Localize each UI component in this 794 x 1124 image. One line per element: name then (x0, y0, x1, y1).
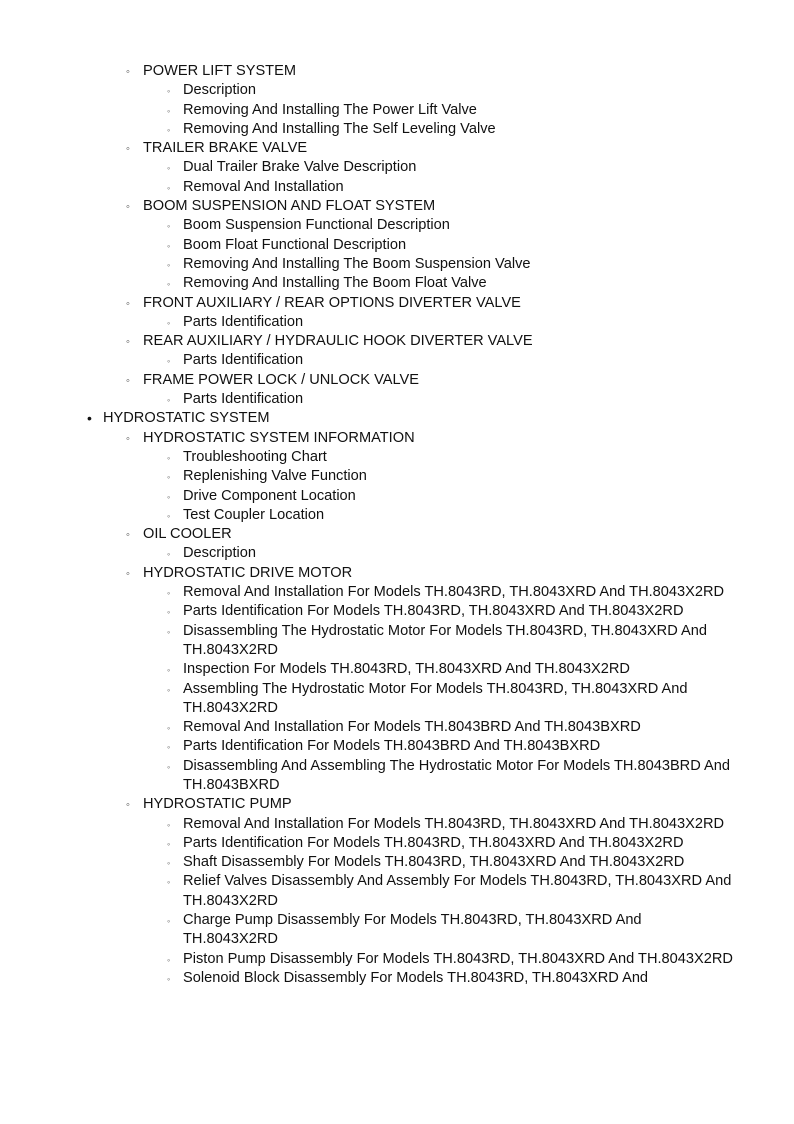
topic-list (0, 351, 794, 370)
section-hydrostatic-system (0, 409, 794, 988)
subsection (0, 197, 794, 293)
topic-list (0, 390, 794, 409)
topic-item: ◦ Removal And Installation For Models TH.8043RD, TH.8043XRD And TH.8043X2RD (0, 583, 794, 602)
subsection (0, 429, 794, 525)
topic-item: ◦ Shaft Disassembly For Models TH.8043RD, TH.8043XRD And TH.8043X2RD (0, 853, 794, 872)
subsection-title: FRONT AUXILIARY / REAR OPTIONS DIVERTER VALVE (143, 294, 521, 311)
subsection-title: POWER LIFT SYSTEM (143, 63, 296, 79)
topic-item: ◦ Parts Identification For Models TH.8043RD, TH.8043XRD And TH.8043X2RD (0, 602, 794, 621)
topic-item: ◦ Solenoid Block Disassembly For Models TH.8043RD, TH.8043XRD And (0, 969, 794, 988)
topic-item: ◦ Parts Identification For Models TH.8043RD, TH.8043XRD And TH.8043X2RD (0, 834, 794, 853)
topic-item: ◦ Disassembling The Hydrostatic Motor For Models TH.8043RD, TH.8043XRD And TH.8043X2RD (0, 622, 794, 661)
subsection-title: HYDROSTATIC DRIVE MOTOR (143, 564, 353, 581)
topic-item: ◦ Dual Trailer Brake Valve Description (0, 158, 794, 177)
topic-item: ◦ Removal And Installation (0, 178, 794, 197)
topic-item: ◦ Removal And Installation For Models TH.8043RD, TH.8043XRD And TH.8043X2RD (0, 815, 794, 834)
topic-list (0, 448, 794, 525)
topic-list (0, 815, 794, 989)
topic-item: ◦ Parts Identification (0, 313, 794, 332)
toc-continuation (0, 62, 794, 409)
topic-item: ◦ Replenishing Valve Function (0, 467, 794, 486)
subsection-title: TRAILER BRAKE VALVE (143, 140, 308, 157)
section-title: HYDROSTATIC SYSTEM (103, 410, 270, 427)
subsection (0, 294, 794, 333)
subsection-title: FRAME POWER LOCK / UNLOCK VALVE (143, 371, 419, 388)
subsection (0, 795, 794, 988)
subsection-title: REAR AUXILIARY / HYDRAULIC HOOK DIVERTER VALVE (143, 333, 533, 350)
topic-item: ◦ Parts Identification (0, 351, 794, 370)
topic-item: ◦ Boom Float Functional Description (0, 236, 794, 255)
continuation-subsections (0, 62, 794, 409)
topic-list (0, 583, 794, 795)
topic-item: ◦ Boom Suspension Functional Description (0, 216, 794, 235)
topic-item: ◦ Test Coupler Location (0, 506, 794, 525)
topic-item: ◦ Removing And Installing The Boom Float Valve (0, 274, 794, 293)
subsection (0, 371, 794, 410)
topic-item: ◦ Description (0, 544, 794, 563)
subsection (0, 525, 794, 564)
topic-item: ◦ Drive Component Location (0, 487, 794, 506)
subsection (0, 62, 794, 139)
topic-item: ◦ Relief Valves Disassembly And Assembly For Models TH.8043RD, TH.8043XRD And TH.8043X2RD (0, 872, 794, 911)
topic-item: ◦ Assembling The Hydrostatic Motor For Models TH.8043RD, TH.8043XRD And TH.8043X2RD (0, 680, 794, 719)
topic-item: ◦ Parts Identification For Models TH.8043BRD And TH.8043BXRD (0, 737, 794, 756)
subsection (0, 564, 794, 796)
section-subsections (0, 429, 794, 989)
subsection-title: HYDROSTATIC SYSTEM INFORMATION (143, 429, 415, 446)
topic-item: ◦ Charge Pump Disassembly For Models TH.8043RD, TH.8043XRD And TH.8043X2RD (0, 911, 794, 950)
subsection (0, 139, 794, 197)
topic-item: ◦ Parts Identification (0, 390, 794, 409)
subsection-title: OIL COOLER (143, 526, 232, 543)
topic-list (0, 313, 794, 332)
toc-list (0, 62, 794, 988)
topic-list (0, 158, 794, 197)
topic-item: ◦ Removing And Installing The Self Leveling Valve (0, 120, 794, 139)
toc-page (0, 62, 794, 988)
topic-item: ◦ Piston Pump Disassembly For Models TH.8043RD, TH.8043XRD And TH.8043X2RD (0, 950, 794, 969)
topic-item: ◦ Removal And Installation For Models TH.8043BRD And TH.8043BXRD (0, 718, 794, 737)
topic-item: ◦ Description (0, 81, 794, 100)
subsection-title: BOOM SUSPENSION AND FLOAT SYSTEM (143, 198, 436, 215)
topic-item: ◦ Disassembling And Assembling The Hydrostatic Motor For Models TH.8043BRD And TH.8043BXRD (0, 757, 794, 796)
topic-item: ◦ Removing And Installing The Power Lift Valve (0, 101, 794, 120)
topic-list (0, 216, 794, 293)
topic-item: ◦ Inspection For Models TH.8043RD, TH.8043XRD And TH.8043X2RD (0, 660, 794, 679)
topic-list (0, 81, 794, 139)
topic-item: ◦ Troubleshooting Chart (0, 448, 794, 467)
topic-item: ◦ Removing And Installing The Boom Suspension Valve (0, 255, 794, 274)
topic-list (0, 544, 794, 563)
subsection (0, 332, 794, 371)
subsection-title: HYDROSTATIC PUMP (143, 796, 292, 813)
